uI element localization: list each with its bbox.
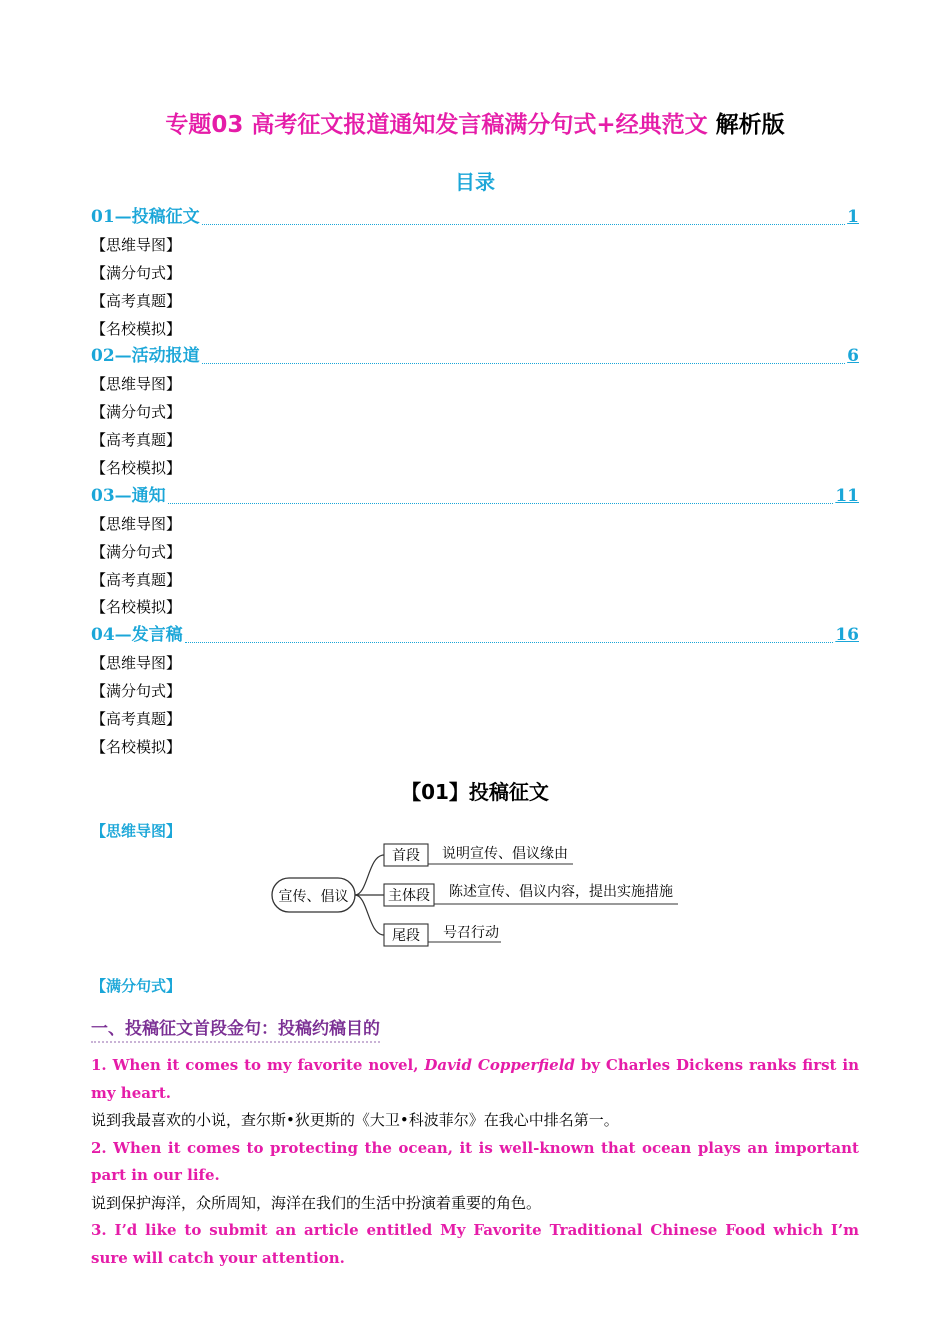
mindmap-branch-text: 号召行动 xyxy=(443,925,499,941)
toc-entry-03[interactable] xyxy=(91,483,859,511)
toc-leader-dots xyxy=(202,362,845,364)
book-title: David Copperfield xyxy=(424,1056,575,1074)
toc-subentry: 【高考真题】 xyxy=(91,291,182,310)
toc-heading: 目录 xyxy=(455,170,495,194)
title-main: 专题03 高考征文报道通知发言稿满分句式+经典范文 xyxy=(165,112,708,138)
toc-subentry: 【思维导图】 xyxy=(91,654,182,673)
section-title: 【01】投稿征文 xyxy=(401,780,549,804)
toc-subentry: 【高考真题】 xyxy=(91,710,182,729)
mindmap-node-label: 尾段 xyxy=(392,928,420,944)
toc-entry-02[interactable] xyxy=(91,343,859,371)
toc-entry-01[interactable] xyxy=(91,204,859,232)
english-sentence-1 xyxy=(91,1052,859,1107)
mindmap-node-label: 主体段 xyxy=(388,888,430,904)
toc-entry-label[interactable]: 04—发言稿 xyxy=(91,625,183,646)
toc-leader-dots xyxy=(202,223,845,225)
document-title xyxy=(0,106,950,139)
mindmap-node-label: 首段 xyxy=(392,848,420,864)
sentence-text: 1. When it comes to my favorite novel, xyxy=(91,1056,425,1074)
toc-subentry: 【名校模拟】 xyxy=(91,459,182,478)
sentences-tag: 【满分句式】 xyxy=(91,977,182,995)
toc-leader-dots xyxy=(185,641,834,643)
toc-entry-04[interactable] xyxy=(91,622,859,650)
toc-entry-label[interactable]: 01—投稿征文 xyxy=(91,206,200,227)
toc-entry-label[interactable]: 03—通知 xyxy=(91,485,166,506)
toc-subentry: 【满分句式】 xyxy=(91,403,182,422)
toc-subentry: 【满分句式】 xyxy=(91,263,182,282)
table-of-contents xyxy=(91,204,859,762)
toc-subentry: 【思维导图】 xyxy=(91,235,182,254)
english-sentence-3: 3. I’d like to submit an article entitled My Favorite Traditional Chinese Food which I’m sure will catch your attention. xyxy=(91,1221,859,1267)
mindmap-connector xyxy=(355,895,384,935)
toc-subentry: 【思维导图】 xyxy=(91,375,182,394)
english-sentence-2: 2. When it comes to protecting the ocean, it is well-known that ocean plays an important part in our life. xyxy=(91,1138,859,1184)
mind-map-diagram xyxy=(268,835,683,953)
toc-entry-label[interactable]: 02—活动报道 xyxy=(91,346,200,367)
mindmap-connector xyxy=(355,855,384,895)
chinese-translation-1: 说到我最喜欢的小说，查尔斯•狄更斯的《大卫•科波菲尔》在我心中排名第一。 xyxy=(91,1111,619,1129)
toc-page-number[interactable]: 6 xyxy=(847,346,859,367)
toc-page-number[interactable]: 16 xyxy=(835,625,859,646)
sentence-list xyxy=(91,1052,859,1272)
toc-subentry: 【名校模拟】 xyxy=(91,598,182,617)
toc-page-number[interactable]: 11 xyxy=(835,485,859,506)
toc-subentry: 【名校模拟】 xyxy=(91,319,182,338)
toc-leader-dots xyxy=(168,502,834,504)
toc-subentry: 【满分句式】 xyxy=(91,682,182,701)
toc-subentry: 【高考真题】 xyxy=(91,570,182,589)
chinese-translation-2: 说到保护海洋，众所周知，海洋在我们的生活中扮演着重要的角色。 xyxy=(91,1193,542,1212)
mindmap-branch-text: 陈述宣传、倡议内容，提出实施措施 xyxy=(449,884,673,900)
section-subheading: 一、投稿征文首段金句：投稿约稿目的 xyxy=(91,1014,380,1043)
toc-subentry: 【名校模拟】 xyxy=(91,737,182,756)
toc-page-number[interactable]: 1 xyxy=(847,206,859,227)
mindmap-branch-text: 说明宣传、倡议缘由 xyxy=(442,846,568,862)
title-suffix: 解析版 xyxy=(715,112,785,138)
toc-subentry: 【满分句式】 xyxy=(91,542,182,561)
sentence-text: by Charles Dickens ranks first in my heart. xyxy=(91,1056,860,1102)
toc-subentry: 【思维导图】 xyxy=(91,514,182,533)
mindmap-tag: 【思维导图】 xyxy=(91,822,182,840)
mindmap-root-label: 宣传、倡议 xyxy=(278,889,349,905)
toc-subentry: 【高考真题】 xyxy=(91,431,182,450)
